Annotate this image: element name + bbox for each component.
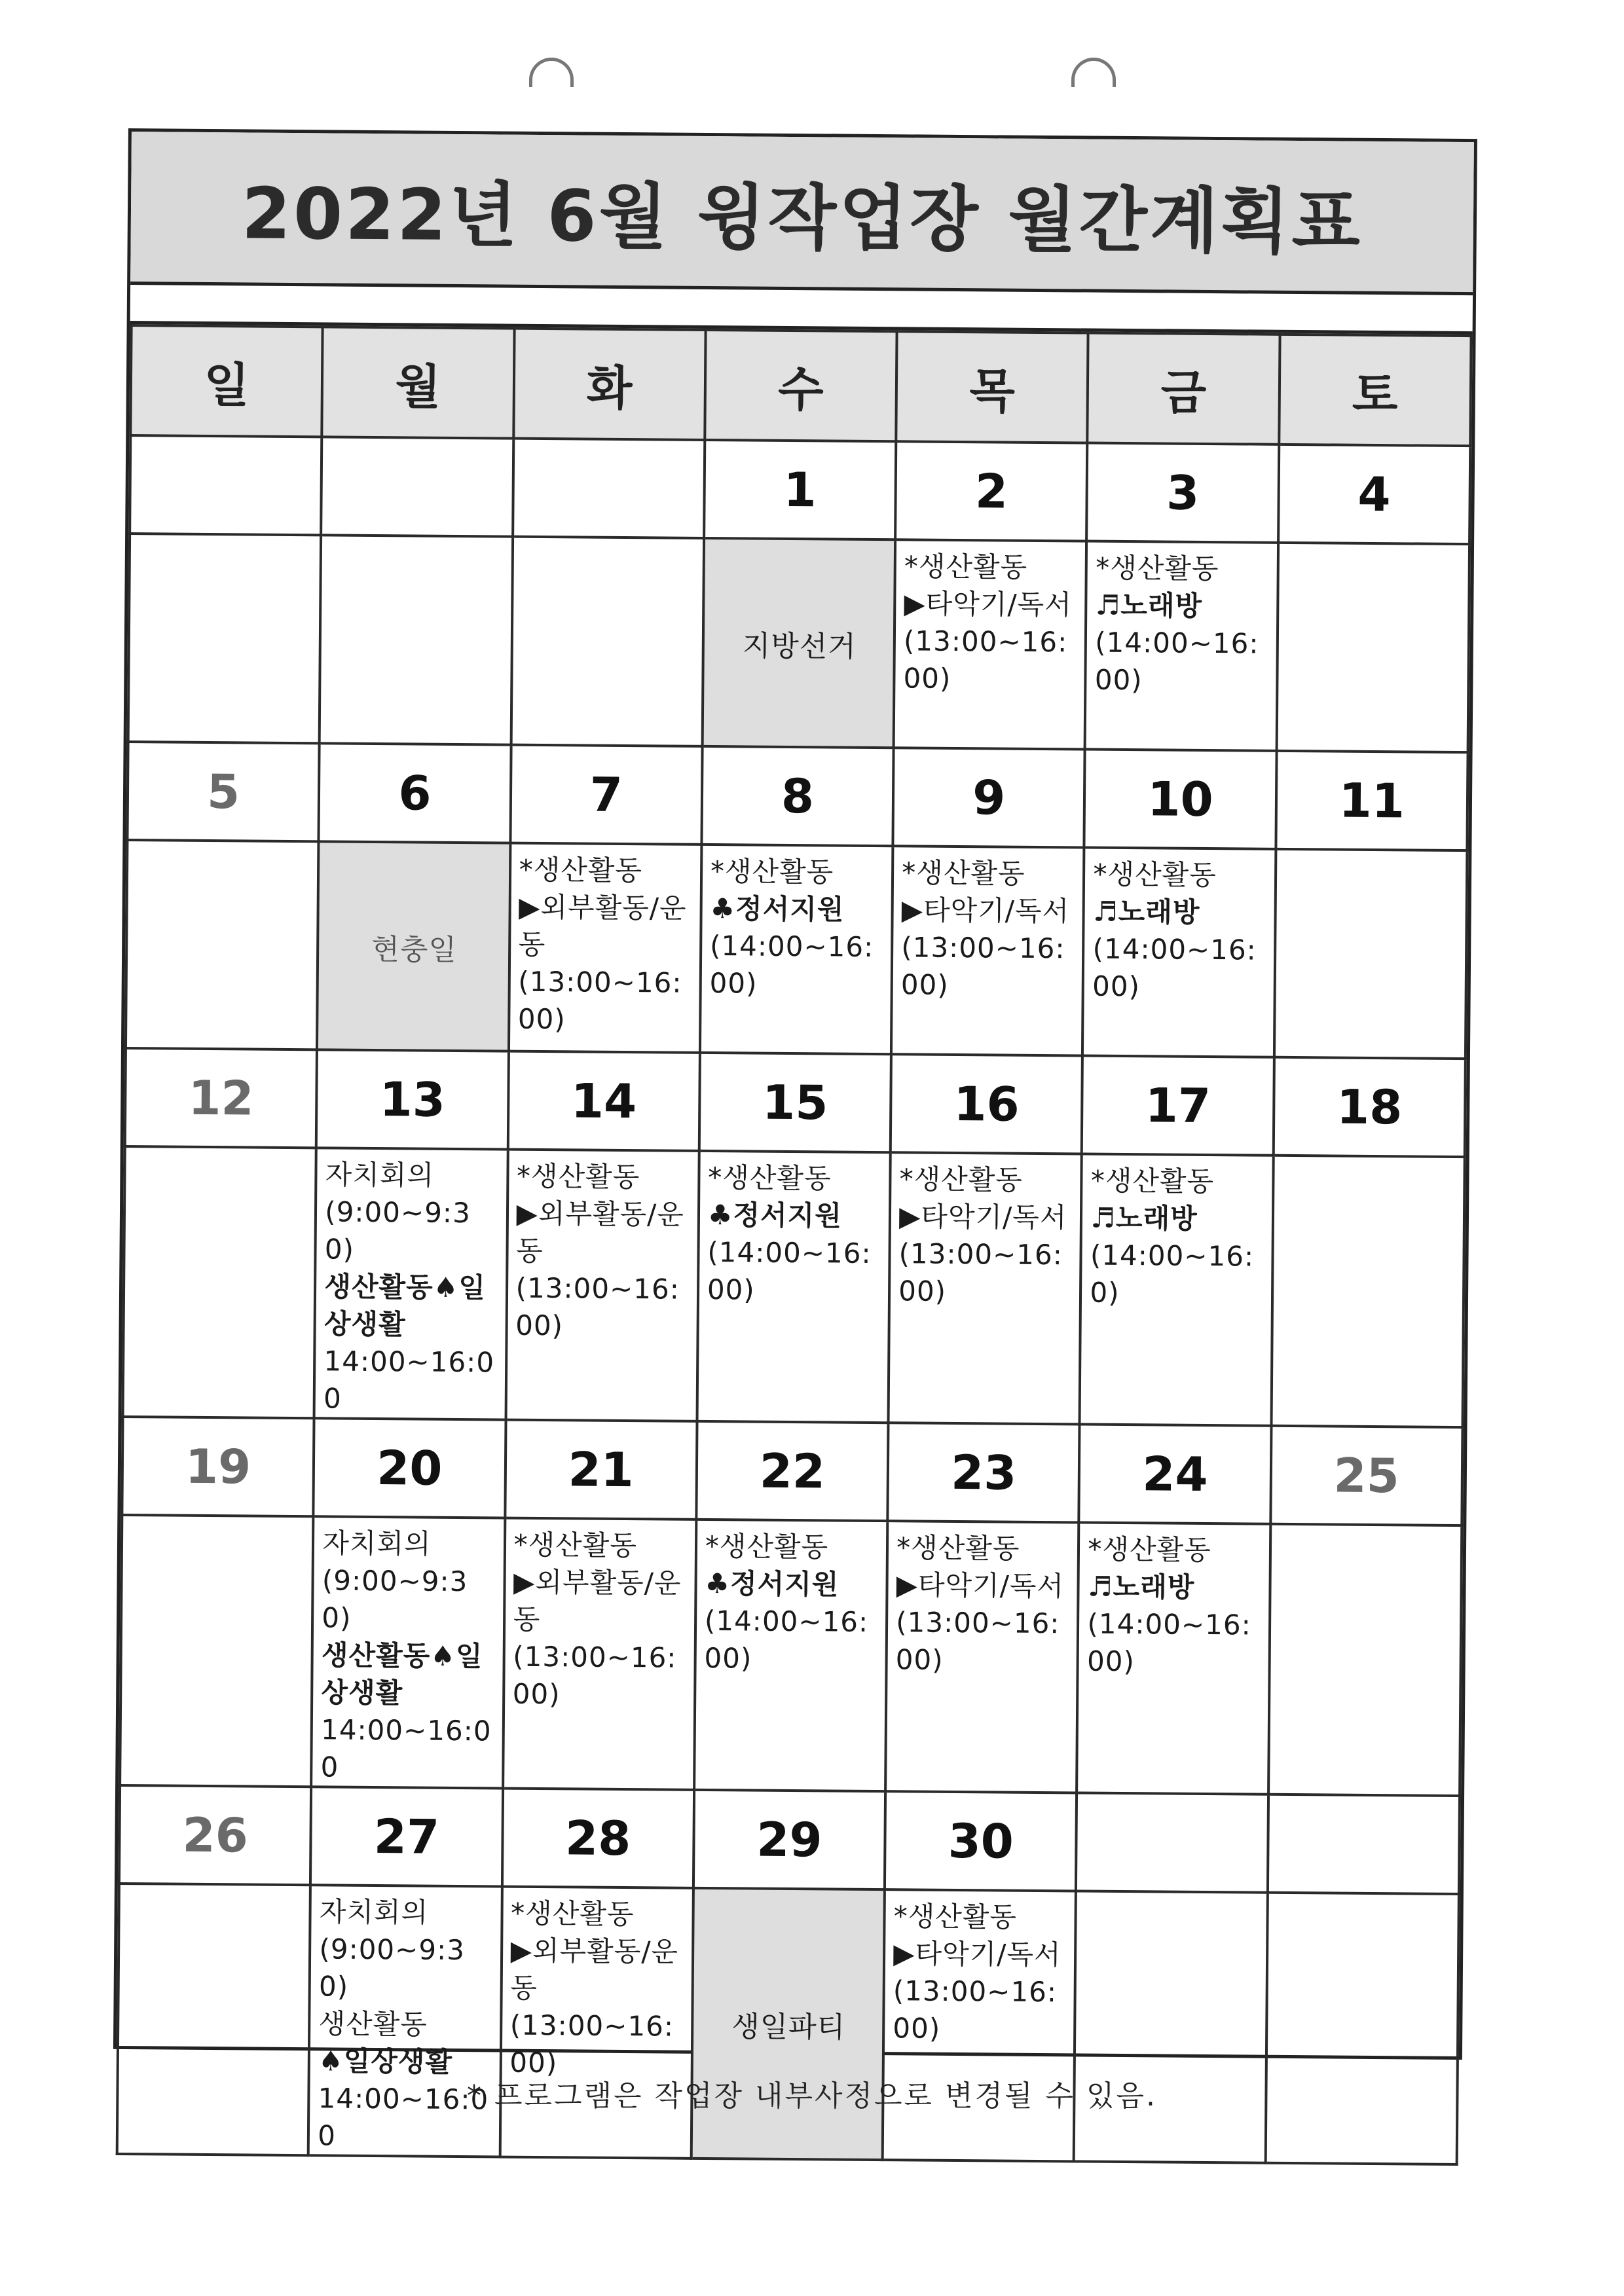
date-number: 25 [1270,1426,1462,1525]
date-number: 27 [310,1787,502,1886]
schedule-cell [511,537,704,746]
date-number: 12 [125,1048,317,1148]
date-row [122,1417,1462,1525]
schedule-line: (9:00~9:30) [324,1195,471,1266]
date-row [125,1048,1466,1157]
schedule-line: 생산활동 [318,2007,428,2041]
schedule-line: 생산활동♠일상생활 [323,1270,487,1341]
schedule-line: 14:00~16:00 [318,2082,489,2152]
weekday-wed: 수 [705,330,897,441]
schedule-line: 생산활동♠일상생활 [321,1639,483,1709]
date-number: 6 [319,743,511,843]
schedule-cell [506,1150,699,1421]
schedule-line: ♬노래방 [1095,589,1203,622]
schedule-line: (14:00~16:00) [1094,626,1259,697]
schedule-row [126,840,1467,1059]
weekday-header-row [130,325,1471,446]
schedule-line: ▶타악기/독서 [898,1200,1067,1234]
schedule-cell [697,1151,891,1423]
date-number: 20 [314,1418,506,1518]
date-number: 7 [510,745,702,845]
schedule-cell [891,846,1084,1055]
schedule-cell [126,840,319,1049]
schedule-cell [885,1521,1079,1793]
schedule-line: 생일파티 [731,2010,846,2045]
date-number: 3 [1086,443,1278,543]
schedule-line: *생산활동 [1090,1164,1215,1198]
schedule-cell [1265,1893,1459,2164]
schedule-line: ♬노래방 [1090,1201,1198,1235]
schedule-cell [1080,1154,1274,1425]
date-row [127,742,1467,850]
date-number: 5 [127,742,319,841]
schedule-line: (13:00~16:00) [509,2009,674,2079]
schedule-cell [883,1889,1077,2161]
schedule-line: *생산활동 [710,855,834,888]
schedule-cell [1276,543,1469,752]
date-number: 18 [1273,1057,1465,1157]
date-number: 24 [1079,1424,1271,1523]
date-number: 2 [895,441,1087,541]
date-number [130,435,322,535]
date-row [119,1785,1460,1894]
weekday-tue: 화 [513,329,706,440]
date-number: 13 [316,1049,508,1149]
schedule-line: *생산활동 [519,853,643,887]
schedule-line: *생산활동 [1088,1533,1211,1567]
date-number [321,437,513,536]
date-number: 22 [696,1421,888,1521]
schedule-cell [1077,1522,1270,1794]
holiday-cell [702,538,895,748]
schedule-line: ♬노래방 [1092,895,1200,928]
schedule-line: (14:00~16:00) [1086,1607,1251,1678]
date-row [130,435,1470,544]
calendar-title: 2022년 6월 윙작업장 월간계획표 [130,132,1474,295]
schedule-line: (13:00~16:00) [517,965,682,1036]
schedule-line: ▶외부활동/운동 [518,890,687,961]
schedule-cell [314,1148,508,1419]
schedule-cell [308,1885,502,2157]
weekday-fri: 금 [1088,333,1280,445]
footer-note: * 프로그램은 작업장 내부사정으로 변경될 수 있음. [467,2079,1157,2113]
schedule-line: *생산활동 [1093,858,1217,892]
date-number: 10 [1084,750,1276,849]
schedule-line: 자치회의 [322,1527,432,1560]
schedule-line: (13:00~16:00) [893,1975,1058,2045]
schedule-row [128,534,1469,752]
schedule-cell [320,535,513,744]
schedule-cell [1271,1156,1465,1427]
schedule-line: (14:00~16:00) [704,1604,869,1675]
schedule-line: *생산활동 [904,550,1028,583]
schedule-line: *생산활동 [513,1528,638,1562]
holiday-cell [692,1888,885,2160]
schedule-cell [1082,847,1276,1057]
weekday-thu: 목 [896,331,1088,443]
weekday-mon: 월 [322,327,515,438]
date-number [1268,1795,1460,1894]
date-number: 21 [505,1420,697,1520]
schedule-cell [1268,1524,1462,1796]
schedule-line: 지방선거 [742,629,857,664]
date-number: 28 [502,1789,693,1888]
schedule-line: ▶외부활동/운동 [510,1934,679,2004]
schedule-line: *생산활동 [705,1529,829,1563]
date-number: 8 [701,746,893,846]
date-number: 26 [119,1785,311,1885]
calendar-grid [116,324,1473,2166]
schedule-line: (13:00~16:00) [903,625,1068,695]
schedule-line: *생산활동 [510,1897,635,1931]
schedule-line: 14:00~16:00 [323,1345,495,1415]
date-number: 14 [507,1051,699,1151]
schedule-cell [123,1146,317,1418]
schedule-line: ♣정서지원 [710,892,845,926]
schedule-cell [500,1887,693,2159]
schedule-cell [700,845,893,1054]
date-number [513,439,705,538]
schedule-line: ▶타악기/독서 [896,1569,1065,1603]
date-number: 23 [887,1423,1079,1522]
schedule-line: (14:00~16:0) [1090,1239,1255,1309]
date-number: 17 [1082,1055,1274,1155]
date-number: 16 [891,1054,1082,1154]
schedule-line: ♣정서지원 [707,1199,842,1232]
schedule-row [120,1515,1462,1796]
date-number: 1 [704,440,896,539]
schedule-cell [117,1884,311,2155]
calendar-weeks [117,435,1471,2164]
weekday-sat: 토 [1279,335,1471,446]
schedule-line: (9:00~9:30) [322,1564,468,1634]
schedule-line: (9:00~9:30) [318,1933,466,2003]
date-number: 30 [885,1791,1077,1891]
schedule-line: ▶타악기/독서 [893,1937,1061,1971]
date-number: 4 [1278,445,1470,544]
schedule-row [117,1884,1459,2164]
binder-hole-right [1071,58,1116,87]
date-number: 15 [699,1053,891,1152]
schedule-line: (13:00~16:00) [900,931,1065,1001]
schedule-line: *생산활동 [893,1900,1018,1933]
schedule-line: ▶타악기/독서 [901,894,1070,928]
date-number: 9 [893,748,1085,847]
schedule-cell [120,1515,314,1787]
schedule-cell [1074,1891,1268,2162]
schedule-cell [128,534,322,743]
holiday-cell [317,841,510,1051]
schedule-row [123,1146,1465,1427]
schedule-cell [1274,849,1467,1059]
schedule-line: ▶타악기/독서 [904,587,1072,621]
schedule-line: ♬노래방 [1087,1570,1195,1603]
schedule-line: ♣정서지원 [705,1567,840,1601]
schedule-line: (13:00~16:00) [898,1237,1063,1307]
schedule-line: *생산활동 [899,1163,1024,1196]
date-number: 19 [122,1417,314,1516]
date-number [1076,1793,1268,1892]
schedule-line: *생산활동 [1095,551,1219,585]
schedule-line: *생산활동 [896,1531,1020,1565]
schedule-line: 자치회의 [325,1158,435,1192]
schedule-line: *생산활동 [708,1161,832,1195]
schedule-line: ♠일상생활 [318,2045,453,2078]
schedule-line: (13:00~16:00) [512,1640,677,1711]
schedule-line: 자치회의 [319,1895,429,1929]
schedule-line: 14:00~16:00 [320,1713,492,1783]
schedule-line: (14:00~16:00) [1092,932,1257,1003]
weekday-sun: 일 [130,325,323,437]
schedule-line: (13:00~16:00) [515,1271,680,1342]
binder-hole-left [529,58,574,87]
schedule-cell [503,1518,697,1790]
schedule-cell [694,1520,888,1791]
schedule-line: *생산활동 [902,856,1025,890]
schedule-line: (13:00~16:00) [895,1606,1060,1676]
schedule-line: (14:00~16:00) [707,1235,872,1306]
schedule-line: 현충일 [371,932,458,967]
schedule-line: ▶외부활동/운동 [515,1197,685,1267]
date-number: 29 [693,1790,885,1889]
schedule-line: (14:00~16:00) [709,930,874,1000]
schedule-cell [311,1516,505,1788]
date-number: 11 [1276,751,1467,850]
schedule-cell [894,539,1087,749]
schedule-line: *생산활동 [516,1159,640,1194]
schedule-cell [1085,541,1278,751]
schedule-cell [889,1152,1082,1424]
schedule-cell [509,843,702,1053]
schedule-line: ▶외부활동/운동 [513,1565,682,1636]
